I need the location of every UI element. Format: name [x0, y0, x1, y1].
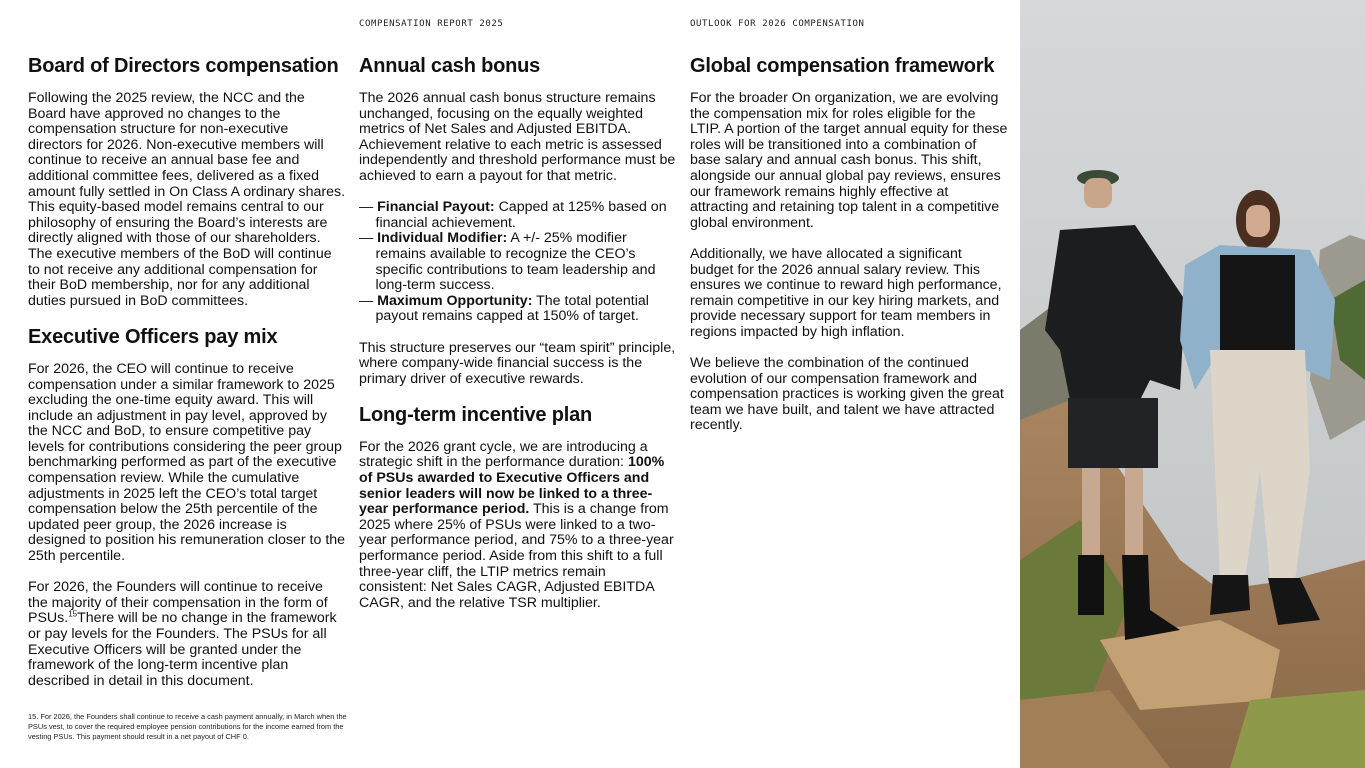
- foreground-grass: [1230, 690, 1365, 768]
- paragraph-founders-compensation: [28, 580, 346, 689]
- bullet-text: The total potential payout remains capped at 150% of target.: [375, 292, 649, 325]
- woman-top: [1220, 255, 1295, 350]
- heading-board-compensation: Board of Directors compensation: [28, 55, 339, 77]
- footnote-marker[interactable]: 15: [68, 609, 78, 619]
- ltip-text-intro: For the 2026 grant cycle, we are introducing a strategic shift in the performance duration:: [359, 438, 648, 471]
- paragraph-ltip: [359, 440, 677, 612]
- paragraph-conclusion: We believe the combination of the continued evolution of our compensation framework and compensation practices is working given the great team we have built, and talent we have attracted recently.: [690, 355, 1004, 434]
- man-left-boot: [1078, 555, 1104, 615]
- heading-annual-cash-bonus: Annual cash bonus: [359, 55, 541, 77]
- column-bonus-ltip: [359, 54, 677, 627]
- paragraph-ceo-compensation: For 2026, the CEO will continue to receive compensation under a similar framework to 2025 excluding the one-time equity award. This will include an adjustment in pay level, approved by the NCC and BoD, to ensure competitive pay levels for contributions considering the peer group benchmarking performed as part of the executive compensation review. While the cumulative adjustments in 2025 left the CEO’s total target compensation below the 25th percentile of the updated peer group, the 2026 increase is designed to position his remuneration closer to the 25th percentile.: [28, 360, 346, 565]
- column-global-framework: [690, 54, 1008, 450]
- woman-face: [1246, 205, 1270, 237]
- heading-global-framework: Global compensation framework: [690, 55, 995, 77]
- footnote-15: 15. For 2026, the Founders shall continue to receive a cash payment annually, in March when the PSUs vest, to cover the required employee pension contributions for the income earned from the vesting PSUs. This payment should result in a net payout of CHF 0.: [28, 712, 347, 741]
- bullet-dash: —: [359, 199, 374, 216]
- founders-text-part2: There will be no change in the framework or pay levels for the Founders. The PSUs for all Executive Officers will be granted under the framework of the long-term incentive plan described in detail in this document.: [28, 610, 337, 689]
- paragraph-team-spirit: This structure preserves our “team spirit” principle, where company-wide financial success is the primary driver of executive rewards.: [359, 339, 676, 387]
- bullet-label: Individual Modifier:: [377, 230, 508, 247]
- column-board-executive: [28, 54, 346, 705]
- bullet-label: Financial Payout:: [377, 199, 495, 216]
- man-right-leg: [1125, 468, 1143, 558]
- ltip-text-bold: 100% of PSUs awarded to Executive Officers and senior leaders will now be linked to a three-year performance period.: [359, 454, 665, 518]
- paragraph-salary-review: Additionally, we have allocated a significant budget for the 2026 annual salary review. This ensures we continue to reward high performance, remain competitive in our key hiring markets, and provide necessary support for team members in regions impacted by high inflation.: [690, 245, 1002, 340]
- bullet-text: Capped at 125% based on financial achievement.: [375, 199, 667, 231]
- woman-left-boot: [1210, 575, 1250, 615]
- hikers-photo-illustration: [1020, 0, 1365, 768]
- header-outlook-title: OUTLOOK FOR 2026 COMPENSATION: [690, 19, 865, 29]
- man-left-leg: [1082, 468, 1100, 558]
- hikers-photo: [1020, 0, 1365, 768]
- paragraph-bonus-structure: The 2026 annual cash bonus structure remains unchanged, focusing on the equally weighted metrics of Net Sales and Adjusted EBITDA. Achievement relative to each metric is assessed independently and threshold performance must be achieved to earn a payout for that metric.: [359, 90, 676, 184]
- paragraph-compensation-mix: For the broader On organization, we are evolving the compensation mix for roles eligible for the LTIP. A portion of the target annual equity for these roles will be transitioned into a combination of base salary and annual cash bonus. This shift, alongside our annual global pay reviews, ensures our framework remains highly effective at attracting and retaining top talent in a competitive global environment.: [690, 90, 1008, 231]
- bullet-maximum-opportunity: [359, 294, 677, 325]
- bullet-label: Maximum Opportunity:: [377, 292, 533, 309]
- bonus-bullet-list: [359, 200, 677, 325]
- bullet-text: A +/- 25% modifier remains available to recognize the CEO’s specific contributions to team leadership and long-term success.: [375, 230, 656, 294]
- man-face: [1084, 178, 1112, 208]
- founders-text-part1: For 2026, the Founders will continue to receive the majority of their compensation in the form of PSUs.: [28, 579, 328, 627]
- heading-long-term-incentive: Long-term incentive plan: [359, 403, 593, 426]
- bullet-financial-payout: [359, 200, 677, 231]
- paragraph-board-compensation: Following the 2025 review, the NCC and the Board have approved no changes to the compensation structure for non-executive directors for 2026. Non-executive members will continue to receive an annual base fee and additional committee fees, delivered as a fixed amount fully settled in On Class A ordinary shares. This equity-based model remains central to our philosophy of ensuring the Board’s interests are directly aligned with those of our shareholders. The executive members of the BoD will continue to not receive any additional compensation for their BoD membership, nor for any additional duties pursued in BoD committees.: [28, 90, 346, 309]
- heading-executive-pay-mix: Executive Officers pay mix: [28, 325, 278, 348]
- bullet-dash: —: [359, 292, 374, 309]
- bullet-individual-modifier: [359, 231, 677, 293]
- ltip-text-rest: This is a change from 2025 where 25% of PSUs were linked to a two-year performance period, and 75% to a three-year performance period. Aside from this shift to a full three-year cliff, the LTIP metrics remain consistent: Net Sales CAGR, Adjusted EBITDA CAGR, and the relative TSR multiplier.: [359, 501, 674, 611]
- bullet-dash: —: [359, 230, 374, 247]
- header-report-title: COMPENSATION REPORT 2025: [359, 19, 504, 29]
- man-shorts: [1068, 398, 1158, 468]
